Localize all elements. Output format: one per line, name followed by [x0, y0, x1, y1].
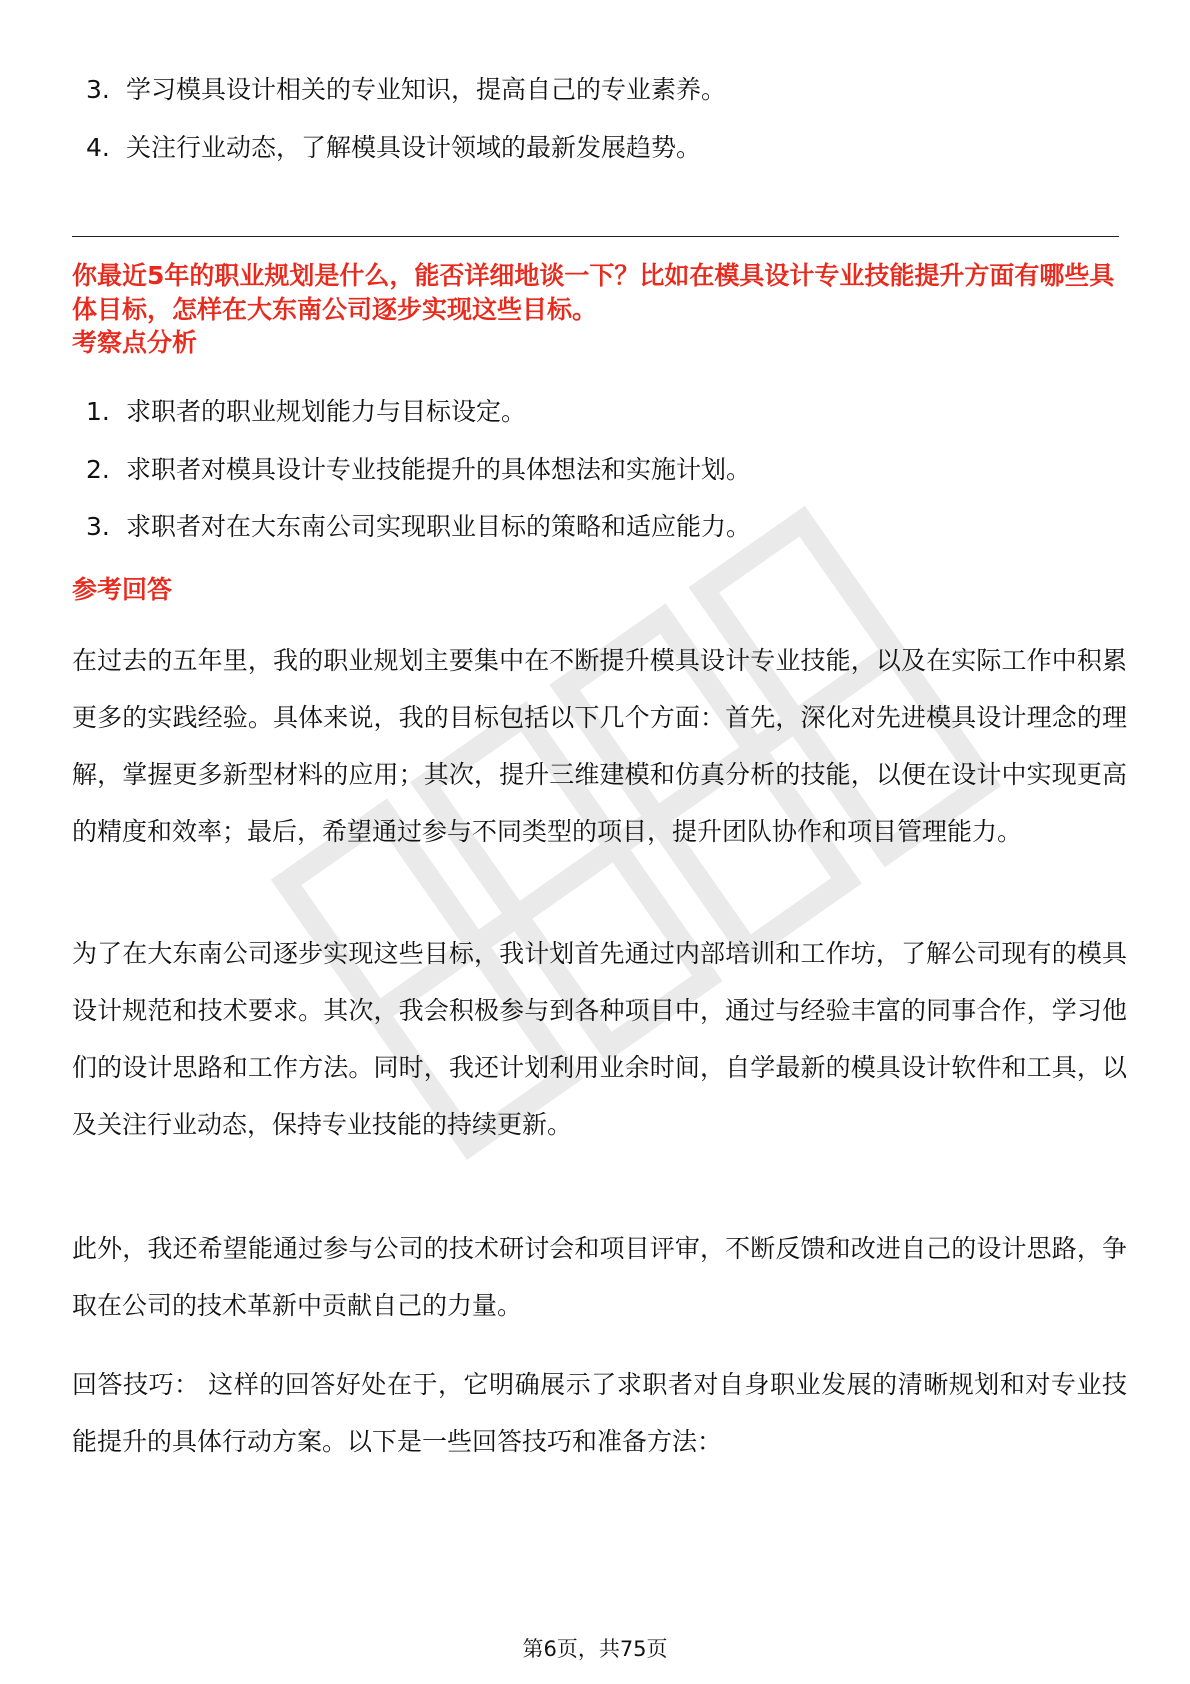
- analysis-heading: 考察点分析: [72, 328, 198, 357]
- list-item: [86, 455, 751, 513]
- interview-question: 你最近5年的职业规划是什么，能否详细地谈一下？比如在模具设计专业技能提升方面有哪些具体目标，怎样在大东南公司逐步实现这些目标。: [72, 261, 1115, 324]
- answer-heading: 参考回答: [72, 575, 173, 604]
- list-number: 2.: [86, 454, 110, 484]
- list-number: 3.: [86, 512, 110, 541]
- list-text: 求职者对模具设计专业技能提升的具体想法和实施计划。: [126, 454, 752, 484]
- list-number: 4.: [86, 132, 110, 162]
- answer-paragraph: 为了在大东南公司逐步实现这些目标，我计划首先通过内部培训和工作坊，了解公司现有的模具设计规范和技术要求。其次，我会积极参与到各种项目中，通过与经验丰富的同事合作，学习他们的设计思路和工作方法。同时，我还计划利用业余时间，自学最新的模具设计软件和工具，以及关注行业动态，保持专业技能的持续更新。: [72, 939, 1127, 1139]
- page-number-footer: 第6页，共75页: [522, 1637, 668, 1661]
- list-text: 学习模具设计相关的专业知识，提高自己的专业素养。: [126, 75, 727, 104]
- section-divider: [72, 236, 1119, 237]
- answer-tips-paragraph: 回答技巧： 这样的回答好处在于，它明确展示了求职者对自身职业发展的清晰规划和对专业技能提升的具体行动方案。以下是一些回答技巧和准备方法：: [72, 1370, 1127, 1456]
- list-item: [86, 397, 751, 455]
- list-number: 3.: [86, 75, 110, 104]
- list-item: [86, 133, 726, 191]
- top-list: [86, 75, 726, 190]
- answer-paragraph: 此外，我还希望能通过参与公司的技术研讨会和项目评审，不断反馈和改进自己的设计思路，争取在公司的技术革新中贡献自己的力量。: [72, 1234, 1127, 1320]
- list-text: 求职者对在大东南公司实现职业目标的策略和适应能力。: [126, 512, 752, 541]
- list-number: 1.: [86, 397, 110, 426]
- list-item: [86, 512, 751, 570]
- analysis-list: [86, 397, 751, 570]
- list-item: [86, 75, 726, 133]
- answer-paragraph: 在过去的五年里，我的职业规划主要集中在不断提升模具设计专业技能，以及在实际工作中积累更多的实践经验。具体来说，我的目标包括以下几个方面：首先，深化对先进模具设计理念的理解，掌握更多新型材料的应用；其次，提升三维建模和仿真分析的技能，以便在设计中实现更高的精度和效率；最后，希望通过参与不同类型的项目，提升团队协作和项目管理能力。: [72, 646, 1127, 846]
- list-text: 关注行业动态，了解模具设计领域的最新发展趋势。: [126, 132, 702, 162]
- list-text: 求职者的职业规划能力与目标设定。: [126, 397, 527, 426]
